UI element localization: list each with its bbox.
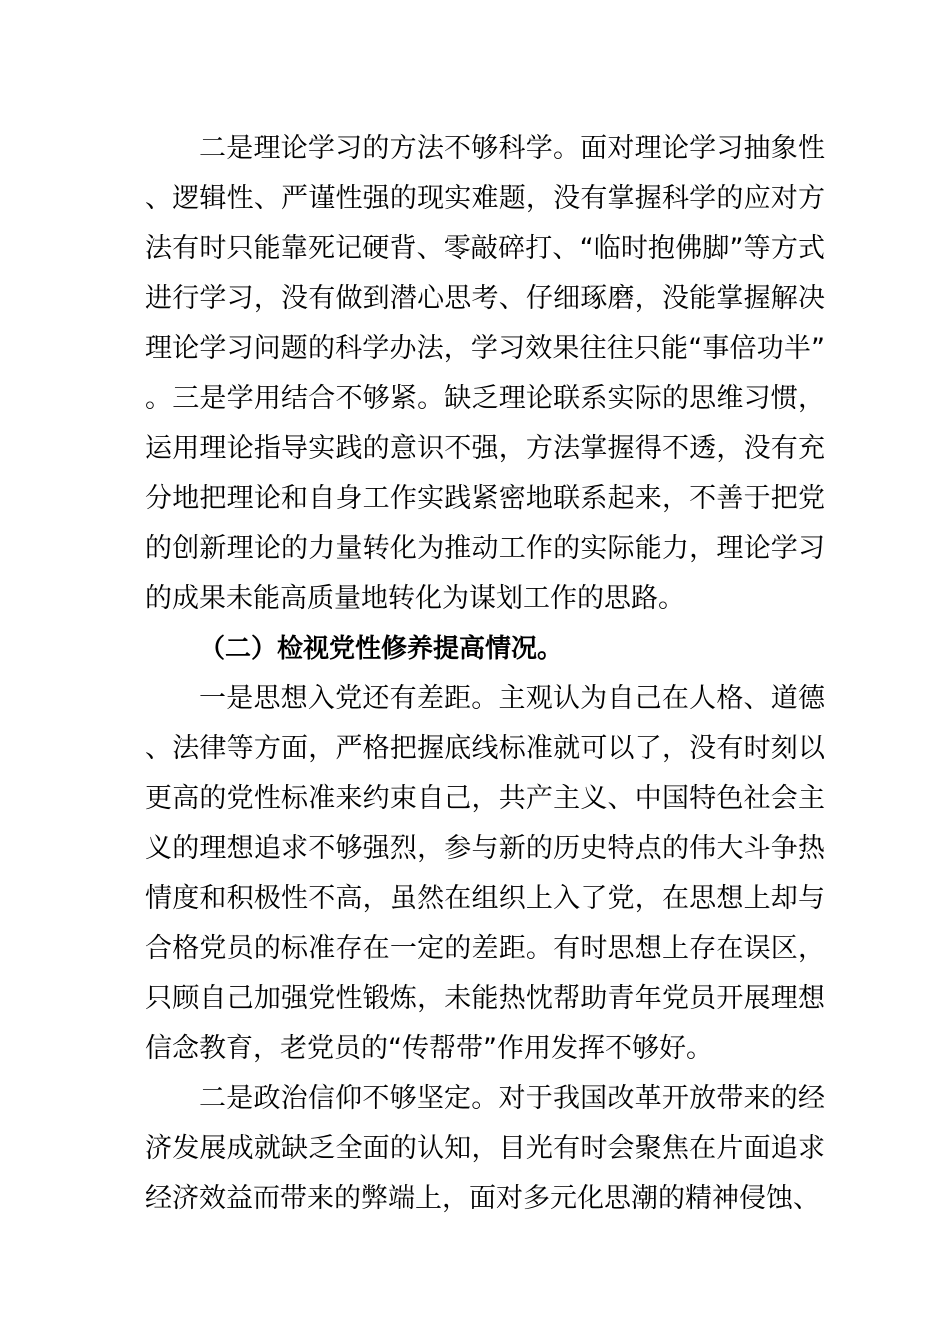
paragraph-political-belief: 二是政治信仰不够坚定。对于我国改革开放带来的经济发展成就缺乏全面的认知，目光有时会聚焦在片面追求经济效益而带来的弊端上，面对多元化思潮的精神侵蚀、 (145, 1083, 825, 1214)
document-body (145, 124, 825, 1224)
paragraph-theory-study-methods: 二是理论学习的方法不够科学。面对理论学习抽象性、逻辑性、严谨性强的现实难题，没有掌握科学的应对方法有时只能靠死记硬背、零敲碎打、“临时抱佛脚”等方式进行学习，没有做到潜心思考、仔细琢磨，没能掌握解决理论学习问题的科学办法，学习效果往往只能“事倍功半”。三是学用结合不够紧。缺乏理论联系实际的思维习惯，运用理论指导实践的意识不强，方法掌握得不透，没有充分地把理论和自身工作实践紧密地联系起来，不善于把党的创新理论的力量转化为推动工作的实际能力，理论学习的成果未能高质量地转化为谋划工作的思路。 (145, 133, 825, 614)
section-heading-party-spirit: （二）检视党性修养提高情况。 (199, 634, 564, 664)
paragraph-ideological-party-entry: 一是思想入党还有差距。主观认为自己在人格、道德、法律等方面，严格把握底线标准就可以了，没有时刻以更高的党性标准来约束自己，共产主义、中国特色社会主义的理想追求不够强烈，参与新的历史特点的伟大斗争热情度和积极性不高，虽然在组织上入了党，在思想上却与合格党员的标准存在一定的差距。有时思想上存在误区，只顾自己加强党性锻炼，未能热忱帮助青年党员开展理想信念教育，老党员的“传帮带”作用发挥不够好。 (145, 683, 825, 1064)
